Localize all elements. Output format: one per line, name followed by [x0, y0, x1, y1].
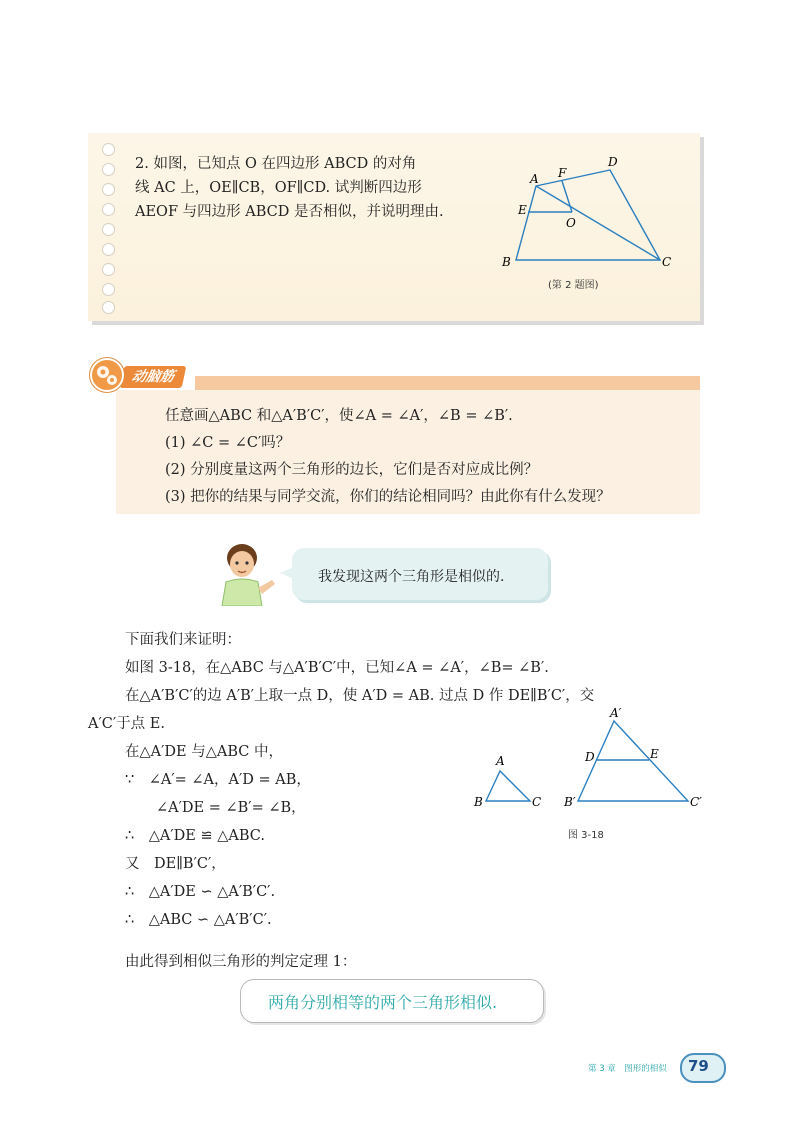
student-avatar-icon — [210, 538, 282, 606]
think-line: (3) 把你的结果与同学交流，你们的结论相同吗？由此你有什么发现？ — [165, 489, 611, 505]
gears-icon — [90, 358, 124, 392]
proof-step: 又 DE∥B′C′， — [125, 856, 226, 872]
point-label: B — [502, 255, 511, 269]
page-number: 79 — [688, 1057, 709, 1075]
binder-ring-icon — [102, 183, 115, 196]
segment-of — [562, 181, 572, 212]
think-line: (2) 分别度量这两个三角形的边长，它们是否对应成比例？ — [165, 462, 539, 478]
exercise-figure — [490, 150, 680, 275]
binder-ring-icon — [102, 263, 115, 276]
point-label: A — [496, 754, 505, 768]
point-label: C — [662, 255, 672, 269]
binder-ring-icon — [102, 163, 115, 176]
point-label: A′ — [610, 706, 622, 720]
exercise-line: AEOF 与四边形 ABCD 是否相似，并说明理由. — [135, 204, 444, 220]
theorem-text: 两角分别相等的两个三角形相似. — [268, 993, 498, 1012]
point-label: D — [585, 750, 595, 764]
proof-step: ∴ △A′DE ≌ △ABC. — [125, 828, 265, 844]
think-header-bar — [195, 376, 700, 390]
chapter-footer: 第 3 章 图形的相似 — [588, 1064, 667, 1074]
binder-ring-icon — [102, 203, 115, 216]
binder-ring-icon — [102, 223, 115, 236]
proof-given: 如图 3-18，在△ABC 与△A′B′C′中，已知∠A = ∠A′，∠B= ∠B′. — [125, 660, 549, 676]
exercise-line: 线 AC 上，OE∥CB，OF∥CD. 试判断四边形 — [135, 180, 422, 196]
point-label: D — [608, 155, 618, 169]
proof-intro: 下面我们来证明： — [125, 632, 241, 648]
proof-step: ∴ △ABC ∽ △A′B′C′. — [125, 912, 272, 928]
point-label: C — [532, 795, 542, 809]
point-label: A — [530, 172, 539, 186]
exercise-line: 2. 如图，已知点 O 在四边形 ABCD 的对角 — [135, 156, 417, 172]
figure-caption: (第 2 题图) — [548, 280, 599, 291]
point-label: F — [558, 166, 567, 180]
point-label: C′ — [690, 795, 702, 809]
diagonal-ac — [536, 186, 660, 260]
speech-text: 我发现这两个三角形是相似的. — [318, 569, 505, 585]
think-label: 动脑筋 — [120, 366, 187, 388]
point-label: E — [650, 747, 659, 761]
figure-caption: 图 3-18 — [568, 830, 604, 841]
point-label: B — [474, 795, 483, 809]
proof-line: 在△A′DE 与△ABC 中， — [125, 744, 283, 760]
think-line: (1) ∠C = ∠C′吗？ — [165, 435, 291, 451]
think-line: 任意画△ABC 和△A′B′C′，使∠A = ∠A′，∠B = ∠B′. — [165, 408, 513, 424]
point-label: B′ — [564, 795, 576, 809]
exercise-text — [135, 152, 485, 224]
proof-construct: 在△A′B′C′的边 A′B′上取一点 D，使 A′D = AB. 过点 D 作 DE∥B′C′，交 — [125, 688, 595, 704]
binder-ring-icon — [102, 283, 115, 296]
speech-tail — [278, 565, 296, 581]
point-label: E — [518, 203, 527, 217]
point-label: O — [566, 216, 576, 230]
proof-step: ∴ △A′DE ∽ △A′B′C′. — [125, 884, 276, 900]
binder-ring-icon — [102, 143, 115, 156]
binder-ring-icon — [102, 243, 115, 256]
proof-step: ∠A′DE = ∠B′= ∠B， — [156, 800, 306, 816]
proof-construct: A′C′于点 E. — [88, 716, 165, 732]
proof-step: ∵ ∠A′= ∠A，A′D = AB， — [125, 772, 311, 788]
binder-ring-icon — [102, 301, 115, 314]
proof-conclusion: 由此得到相似三角形的判定定理 1： — [125, 954, 357, 970]
figure-3-18 — [466, 705, 706, 817]
triangle-abc — [486, 771, 530, 801]
